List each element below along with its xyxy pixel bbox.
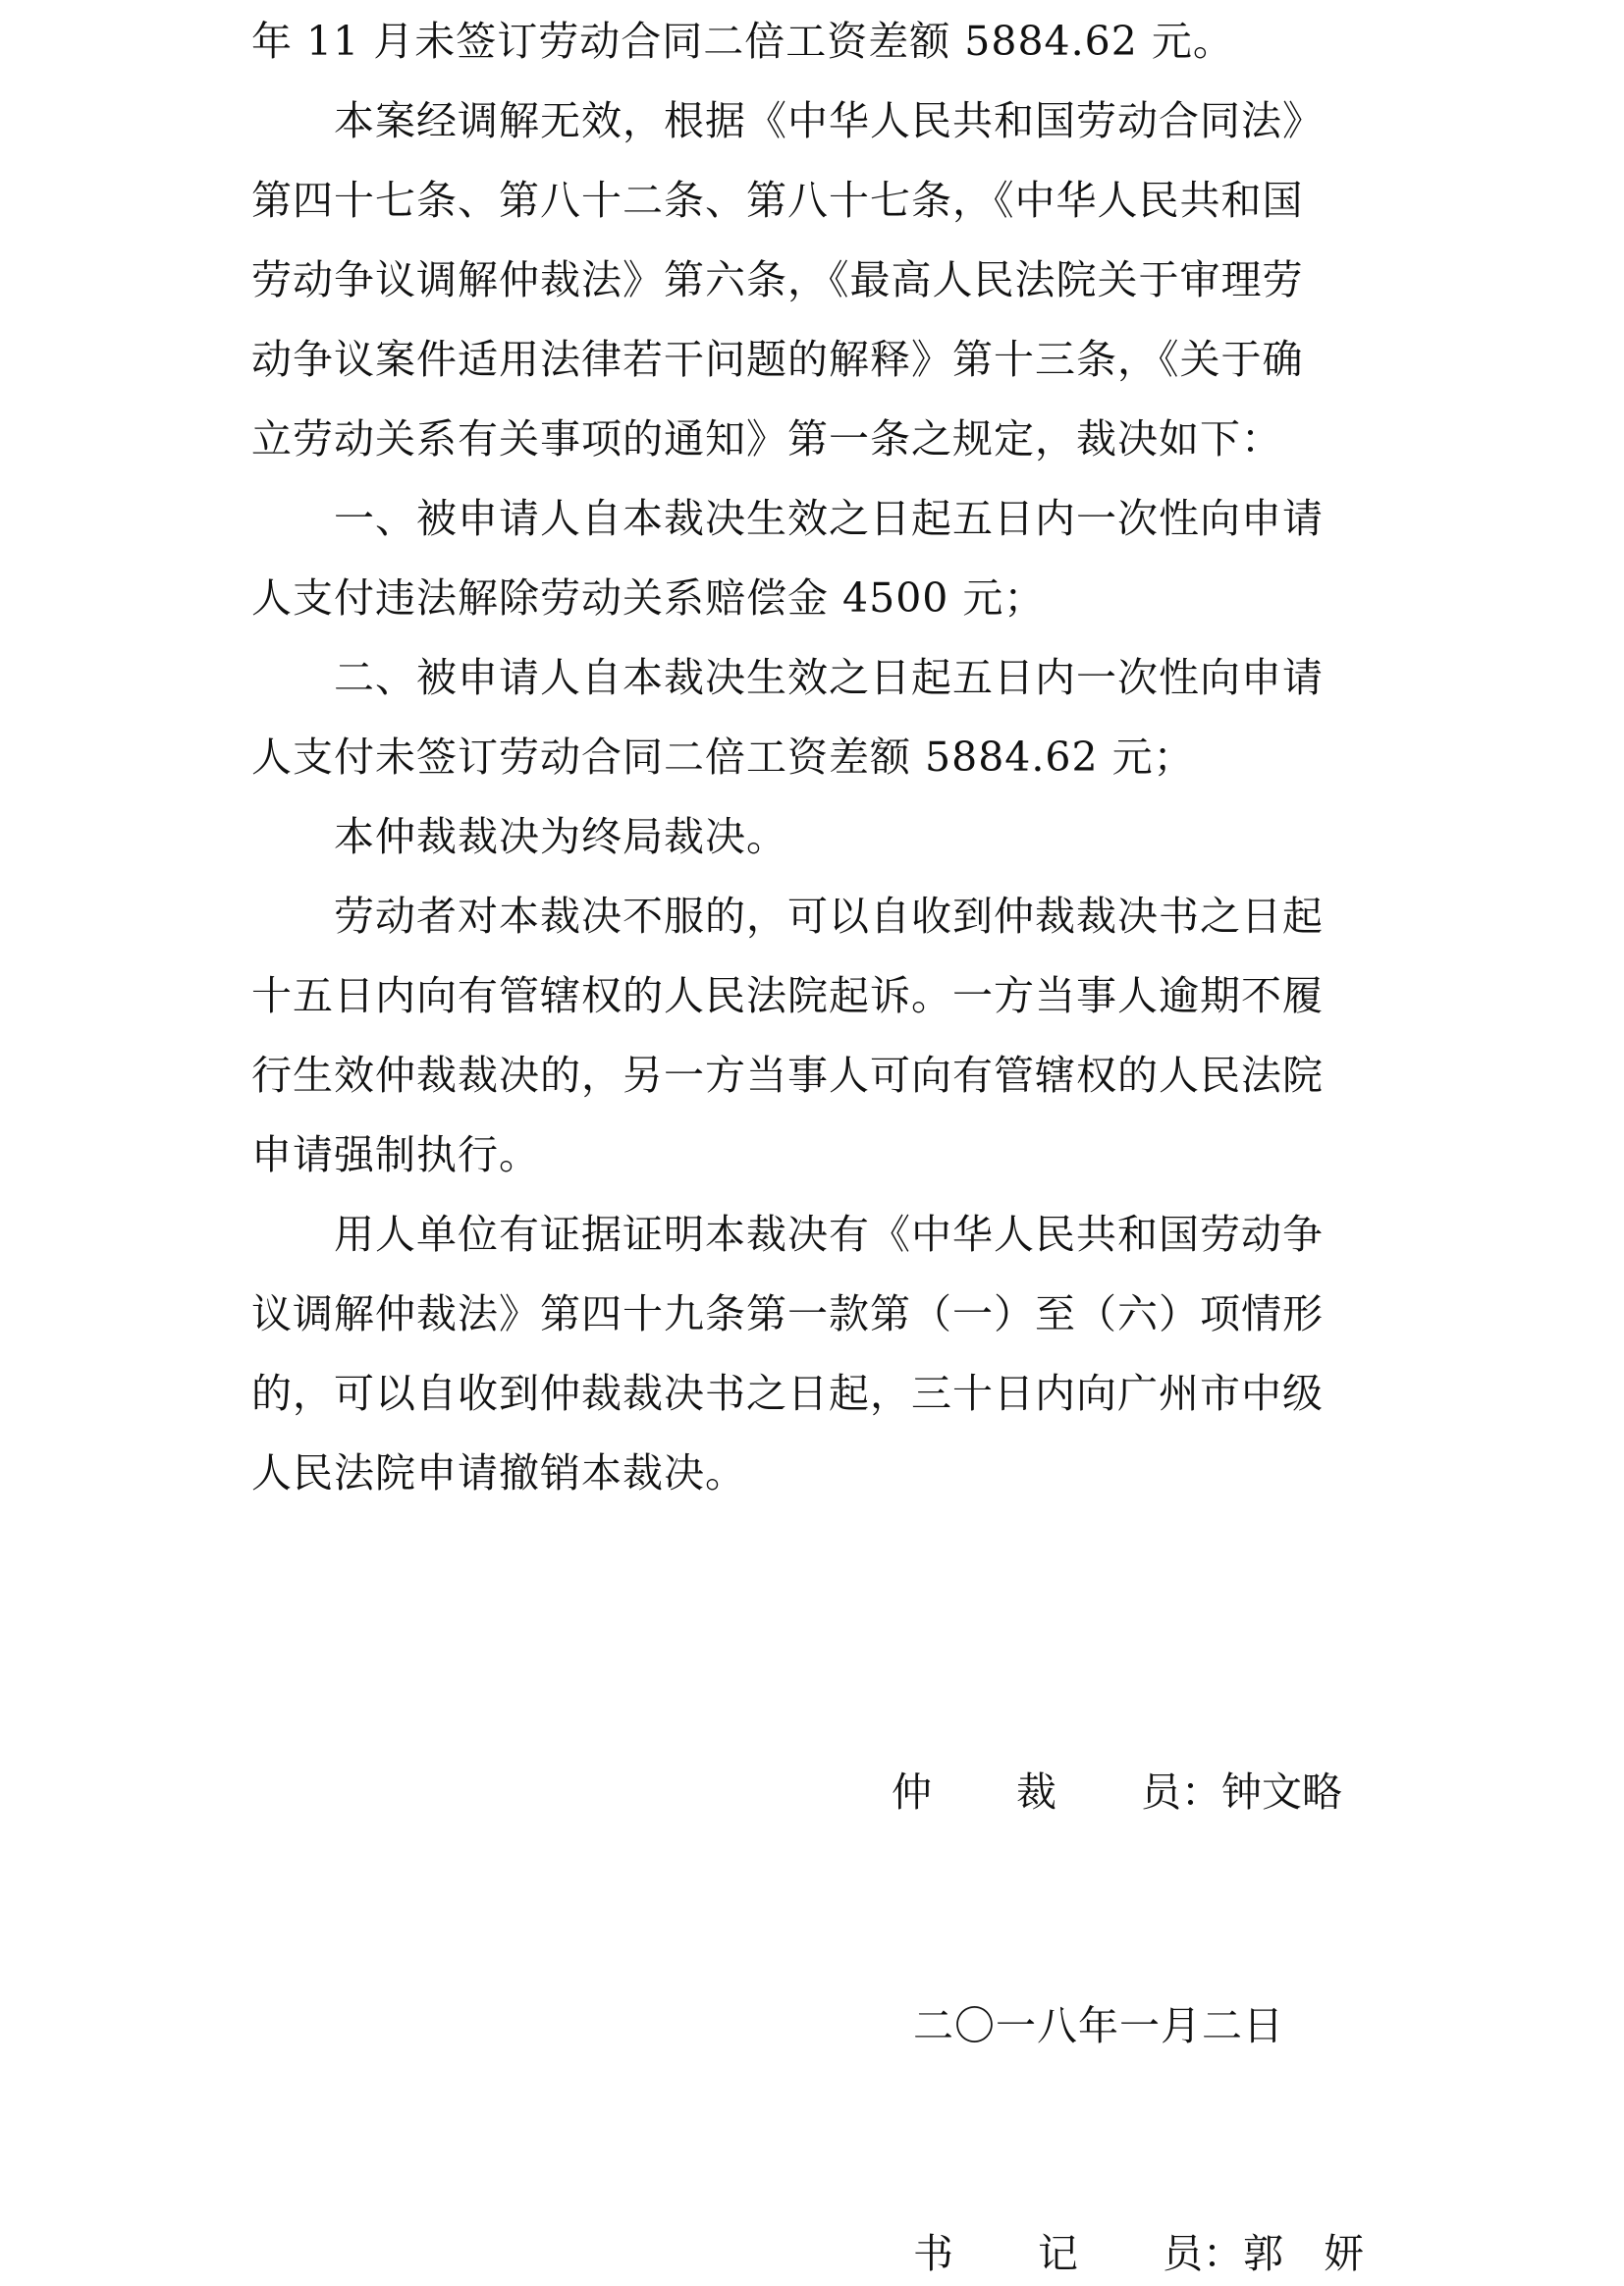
paragraph-line: 行生效仲裁裁决的，另一方当事人可向有管辖权的人民法院 — [251, 1052, 1324, 1099]
paragraph-line: 二、被申请人自本裁决生效之日起五日内一次性向申请 — [334, 654, 1324, 701]
arbitrator-label-char: 裁 — [1016, 1769, 1056, 1816]
arbitrator-signature — [892, 1768, 1342, 1817]
clerk-signature — [913, 2229, 1364, 2278]
clerk-label-char: 员 — [1163, 2230, 1203, 2277]
paragraph-line: 立劳动关系有关事项的通知》第一条之规定，裁决如下： — [251, 415, 1282, 463]
paragraph-line: 人民法院申请撤销本裁决。 — [251, 1449, 746, 1497]
paragraph-line: 本案经调解无效，根据《中华人民共和国劳动合同法》 — [334, 97, 1324, 144]
paragraph-line: 本仲裁裁决为终局裁决。 — [334, 813, 787, 860]
ruling-date: 二〇一八年一月二日 — [913, 2002, 1284, 2049]
paragraph-line: 第四十七条、第八十二条、第八十七条，《中华人民共和国 — [251, 177, 1304, 224]
arbitrator-label-char: 仲 — [892, 1769, 932, 1816]
paragraph-line: 议调解仲裁法》第四十九条第一款第（一）至（六）项情形 — [251, 1290, 1324, 1337]
paragraph-line: 年 11 月未签订劳动合同二倍工资差额 5884.62 元。 — [251, 18, 1234, 65]
paragraph-line: 用人单位有证据证明本裁决有《中华人民共和国劳动争 — [334, 1211, 1324, 1258]
paragraph-line: 的，可以自收到仲裁裁决书之日起，三十日内向广州市中级 — [251, 1370, 1324, 1417]
paragraph-line: 申请强制执行。 — [251, 1131, 540, 1178]
paragraph-line: 劳动者对本裁决不服的，可以自收到仲裁裁决书之日起 — [334, 893, 1324, 940]
arbitrator-name: 钟文略 — [1221, 1769, 1342, 1816]
clerk-colon: ： — [1203, 2230, 1243, 2277]
paragraph-line: 动争议案件适用法律若干问题的解释》第十三条，《关于确 — [251, 336, 1304, 383]
arbitrator-colon: ： — [1181, 1769, 1221, 1816]
paragraph-line: 十五日内向有管辖权的人民法院起诉。一方当事人逾期不履 — [251, 972, 1324, 1019]
paragraph-line: 一、被申请人自本裁决生效之日起五日内一次性向申请 — [334, 495, 1324, 542]
arbitrator-label-char: 员 — [1141, 1769, 1181, 1816]
clerk-name: 郭 妍 — [1243, 2230, 1364, 2277]
clerk-label-char: 书 — [913, 2230, 953, 2277]
paragraph-line: 劳动争议调解仲裁法》第六条，《最高人民法院关于审理劳 — [251, 256, 1304, 303]
paragraph-line: 人支付未签订劳动合同二倍工资差额 5884.62 元； — [251, 734, 1195, 781]
clerk-label-char: 记 — [1038, 2230, 1078, 2277]
paragraph-line: 人支付违法解除劳动关系赔偿金 4500 元； — [251, 574, 1046, 622]
